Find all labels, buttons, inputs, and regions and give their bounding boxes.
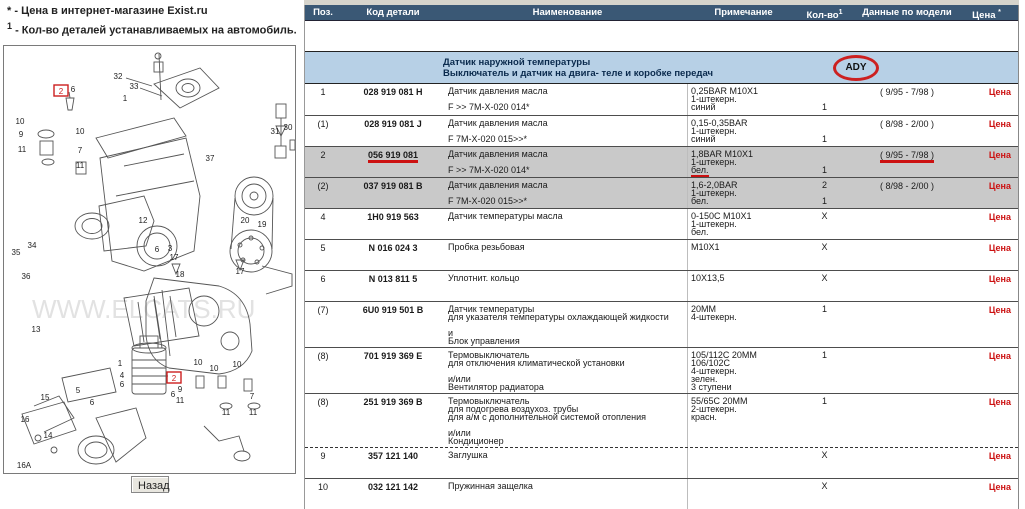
row-price-link[interactable]: Цена — [988, 150, 1011, 160]
diagram-callout-12[interactable]: 12 — [138, 216, 148, 225]
row-price-link[interactable]: Цена — [988, 397, 1011, 407]
row-note: 55/65C 20MM 2-штекерн. красн. — [687, 394, 797, 447]
row-qty: X — [821, 242, 828, 252]
back-button[interactable]: Назад — [131, 476, 169, 493]
diagram-callout-35[interactable]: 35 — [11, 248, 21, 257]
diagram-callout-7[interactable]: 7 — [249, 392, 255, 401]
row-pos: 6 — [320, 274, 326, 284]
diagram-callout-11[interactable]: 11 — [17, 145, 27, 154]
table-row[interactable] — [305, 177, 1018, 208]
row-price-link[interactable]: Цена — [988, 243, 1011, 253]
row-note: 0,25BAR M10X1 1-штекерн. синий — [687, 84, 797, 115]
row-qty: X — [821, 273, 828, 283]
row-price-link[interactable]: Цена — [988, 305, 1011, 315]
row-part-code: 1H0 919 563 — [367, 212, 419, 222]
row-name: Пружинная защелка — [448, 481, 533, 491]
header-pos: Поз. — [313, 7, 333, 18]
diagram-callout-11[interactable]: 11 — [75, 161, 85, 170]
row-pos: (8) — [317, 351, 329, 361]
row-note: 0-150C M10X1 1-штекерн. бел. — [687, 209, 797, 239]
row-price-link[interactable]: Цена — [988, 87, 1011, 97]
table-row[interactable] — [305, 301, 1018, 347]
diagram-callout-20[interactable]: 20 — [240, 216, 250, 225]
diagram-callout-17[interactable]: 17 — [235, 267, 245, 276]
row-name: Пробка резьбовая — [448, 242, 525, 252]
diagram-callout-32[interactable]: 32 — [113, 72, 123, 81]
engine-exploded-diagram — [4, 46, 295, 473]
table-row[interactable] — [305, 115, 1018, 146]
diagram-callout-6[interactable]: 6 — [70, 85, 76, 94]
row-model-data: ( 8/98 - 2/00 ) — [879, 119, 935, 129]
row-name: Датчик давления масла F 7M-X-020 015>>* — [448, 180, 548, 206]
row-note: 10X13,5 — [687, 271, 797, 301]
row-price-link[interactable]: Цена — [988, 274, 1011, 284]
row-qty: 1 — [821, 304, 827, 314]
row-part-code: 056 919 081 — [341, 147, 445, 177]
row-model-data — [852, 240, 962, 270]
row-note: M10X1 — [687, 240, 797, 270]
diagram-callout-18[interactable]: 18 — [175, 270, 185, 279]
diagram-callout-10[interactable]: 10 — [75, 127, 85, 136]
row-qty: 1 — [821, 350, 827, 360]
engine-diagram-panel — [3, 45, 296, 474]
header-price: Цена * — [972, 9, 1001, 22]
row-model-data: ( 9/95 - 7/98 ) — [852, 147, 962, 177]
legend — [7, 4, 297, 39]
row-price-link[interactable]: Цена — [988, 351, 1011, 361]
row-note: 1,8BAR M10X1 1-штекерн. бел. — [687, 147, 797, 177]
section-banner — [305, 51, 1018, 84]
diagram-callout-6[interactable]: 6 — [170, 390, 176, 399]
row-pos: 10 — [317, 482, 328, 492]
row-part-code: N 016 024 3 — [368, 243, 418, 253]
diagram-callouts — [12, 72, 293, 470]
diagram-callout-34[interactable]: 34 — [27, 241, 37, 250]
row-name: Датчик давления масла F 7M-X-020 015>>* — [448, 118, 548, 144]
row-model-data — [852, 209, 962, 239]
header-qty: Кол-$во^1$ — [806, 9, 843, 22]
diagram-watermark: WWW.ELCATS.RU — [32, 294, 256, 324]
row-pos: 2 — [320, 150, 326, 160]
row-name: Датчик давления масла F >> 7M-X-020 014* — [448, 86, 548, 112]
row-qty: 1 — [821, 102, 827, 112]
diagram-callout-16A[interactable]: 16A — [16, 461, 32, 470]
row-part-code: 251 919 369 B — [363, 397, 423, 407]
row-pos: (1) — [317, 119, 329, 129]
diagram-line-art — [22, 53, 295, 464]
row-qty: 1 — [821, 134, 827, 144]
row-model-data — [852, 479, 962, 509]
row-note: 105/112C 20MM 106/102C 4-штекерн. зелен. 3 ступени — [687, 348, 797, 393]
row-part-code: N 013 811 5 — [368, 274, 418, 284]
diagram-callout-5[interactable]: 5 — [75, 386, 81, 395]
row-price-link[interactable]: Цена — [988, 119, 1011, 129]
diagram-callout-3[interactable]: 3 — [167, 244, 173, 253]
table-header-row — [305, 5, 1018, 21]
row-part-code: 032 121 142 — [367, 482, 419, 492]
table-row[interactable] — [305, 146, 1018, 177]
row-part-code: 037 919 081 B — [363, 181, 423, 191]
row-part-code: 357 121 140 — [367, 451, 419, 461]
row-note: 20MM 4-штекерн. — [687, 302, 797, 347]
diagram-callout-19[interactable]: 19 — [257, 220, 267, 229]
legend-price-note: * - Цена в интернет-магазине Exist.ru — [7, 5, 208, 17]
row-pos: 5 — [320, 243, 326, 253]
row-price-link[interactable]: Цена — [988, 451, 1011, 461]
parts-table-rows — [305, 84, 1018, 509]
row-price-link[interactable]: Цена — [988, 482, 1011, 492]
diagram-callout-2[interactable]: 2 — [58, 87, 64, 96]
row-part-code: 6U0 919 501 B — [362, 305, 424, 315]
header-name: Наименование — [532, 7, 603, 18]
diagram-callout-6[interactable]: 6 — [119, 380, 125, 389]
row-pos: 9 — [320, 451, 326, 461]
diagram-callout-15[interactable]: 15 — [40, 393, 50, 402]
row-model-data: ( 9/95 - 7/98 ) — [879, 87, 935, 97]
row-name: Термовыключатель для подогрева воздухоз. трубы для а/м с дополнительной системой отопления и/или Кондиционер — [448, 396, 647, 446]
row-qty: X — [821, 481, 828, 491]
row-name: Датчик температуры масла — [448, 211, 563, 221]
row-model-data — [852, 271, 962, 301]
diagram-callout-2[interactable]: 2 — [171, 374, 177, 383]
table-row[interactable] — [305, 208, 1018, 239]
row-model-data — [852, 348, 962, 393]
table-row[interactable] — [305, 447, 1018, 478]
table-row[interactable] — [305, 270, 1018, 301]
legend-qty-note: $^1$ - Кол-во деталей устанавливаемых на автомобиль. — [7, 21, 297, 37]
diagram-callout-13[interactable]: 13 — [31, 325, 41, 334]
diagram-callout-30[interactable]: 30 — [283, 123, 293, 132]
diagram-callout-36[interactable]: 36 — [21, 272, 31, 281]
diagram-callout-31[interactable]: 31 — [270, 127, 280, 136]
diagram-callout-10[interactable]: 10 — [193, 358, 203, 367]
row-name: Уплотнит. кольцо — [448, 273, 520, 283]
diagram-callout-11[interactable]: 11 — [248, 408, 258, 417]
row-model-data — [852, 394, 962, 447]
diagram-callout-7[interactable]: 7 — [77, 146, 83, 155]
row-name: Термовыключатель для отключения климатической установки и/или Вентилятор радиатора — [448, 350, 625, 392]
diagram-callout-4[interactable]: 4 — [119, 371, 125, 380]
diagram-callout-6[interactable]: 6 — [154, 245, 160, 254]
row-note — [687, 479, 797, 509]
row-model-data — [852, 448, 962, 478]
row-qty: X — [821, 450, 828, 460]
row-pos: (2) — [317, 181, 329, 191]
row-note: 0,15-0,35BAR 1-штекерн. синий — [687, 116, 797, 146]
diagram-callout-11[interactable]: 11 — [175, 396, 185, 405]
header-model: Данные по модели — [862, 7, 952, 18]
table-row[interactable] — [305, 84, 1018, 115]
table-row[interactable] — [305, 347, 1018, 393]
diagram-callout-1[interactable]: 1 — [122, 94, 128, 103]
row-name: Датчик температуры для указателя температуры охлаждающей жидкости и Блок управления — [448, 304, 669, 346]
diagram-callout-10[interactable]: 10 — [209, 364, 219, 373]
row-qty: 1 — [821, 165, 827, 175]
row-name: Заглушка — [448, 450, 488, 460]
row-qty: 1 — [821, 396, 827, 406]
table-row[interactable] — [305, 239, 1018, 270]
row-part-code: 028 919 081 J — [364, 119, 422, 129]
diagram-callout-33[interactable]: 33 — [129, 82, 139, 91]
diagram-callout-10[interactable]: 10 — [232, 360, 242, 369]
row-note: 1,6-2,0BAR 1-штекерн. бел. — [687, 178, 797, 208]
section-title-line2: Выключатель и датчик на двига- теле и коробке передач — [443, 68, 714, 79]
engine-code-badge: ADY — [833, 55, 879, 81]
row-qty: X — [821, 211, 828, 221]
parts-table — [304, 5, 1019, 509]
diagram-callout-16[interactable]: 16 — [20, 415, 30, 424]
row-price-link[interactable]: Цена — [988, 212, 1011, 222]
row-note — [687, 448, 797, 478]
row-pos: 4 — [320, 212, 326, 222]
row-model-data: ( 8/98 - 2/00 ) — [879, 181, 935, 191]
row-model-data — [852, 302, 962, 347]
diagram-callout-14[interactable]: 14 — [43, 431, 53, 440]
diagram-callout-37[interactable]: 37 — [205, 154, 215, 163]
row-pos: 1 — [320, 87, 326, 97]
diagram-callout-11[interactable]: 11 — [221, 408, 231, 417]
diagram-callout-17[interactable]: 17 — [169, 253, 179, 262]
header-code: Код детали — [366, 7, 420, 18]
diagram-callout-9[interactable]: 9 — [177, 385, 183, 394]
row-price-link[interactable]: Цена — [988, 181, 1011, 191]
row-name: Датчик давления масла F >> 7M-X-020 014* — [448, 149, 548, 175]
diagram-callout-1[interactable]: 1 — [117, 359, 123, 368]
header-note: Примечание — [714, 7, 773, 18]
row-pos: (7) — [317, 305, 329, 315]
diagram-callout-9[interactable]: 9 — [18, 130, 24, 139]
table-row[interactable] — [305, 393, 1018, 447]
diagram-callout-6[interactable]: 6 — [89, 398, 95, 407]
row-part-code: 701 919 369 E — [363, 351, 423, 361]
row-part-code: 028 919 081 H — [363, 87, 423, 97]
diagram-callout-10[interactable]: 10 — [15, 117, 25, 126]
section-title-line1: Датчик наружной температуры — [443, 57, 591, 68]
table-spacer-row — [305, 21, 1018, 51]
row-pos: (8) — [317, 397, 329, 407]
row-qty: 2 1 — [821, 180, 827, 206]
